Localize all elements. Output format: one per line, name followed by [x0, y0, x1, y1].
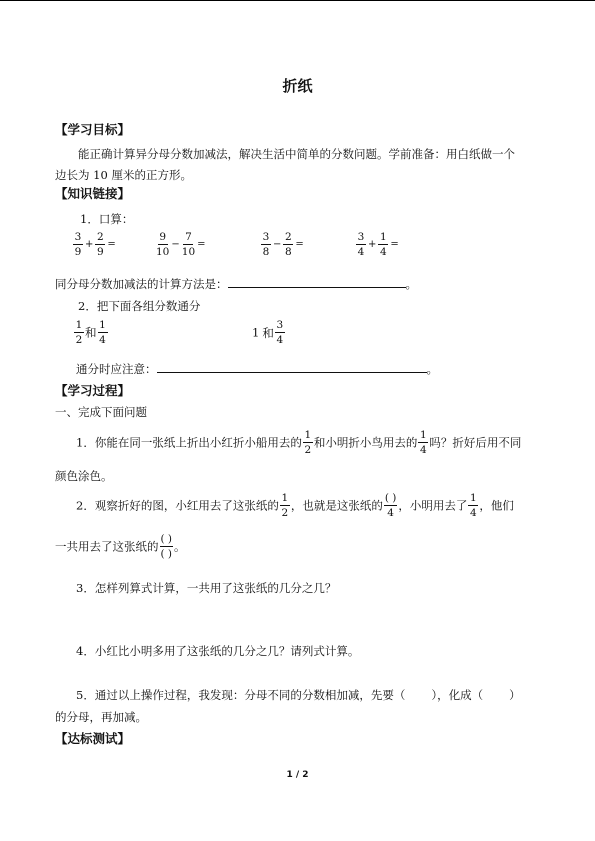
- fraction-group-2: 1 和 $\frac{3}{4}$: [252, 319, 284, 346]
- fraction: $\frac{1}{4}$: [99, 319, 106, 346]
- question-2: 2．观察折好的图，小红用去了这张纸的 $\frac{1}{2}$ ，也就是这张纸的 $\frac{( )}{4}$ ，小明用去了 $\frac{1}{4}$ ，他们: [76, 492, 514, 519]
- section-knowledge: 【知识链接】: [55, 186, 131, 201]
- goals-text-line1: 能正确计算异分母分数加减法，解决生活中简单的分数问题。学前准备：用白纸做一个: [78, 147, 515, 161]
- question-1: 1．你能在同一张纸上折出小红折小船用去的 $\frac{1}{2}$ 和小明折小鸟用去的 $\frac{1}{4}$ 吗？折好后用不同: [76, 429, 522, 456]
- question-2-line2: 一共用去了这张纸的 $\frac{( )}{( )}$ 。: [55, 533, 186, 560]
- same-denominator-method: 同分母分数加减法的计算方法是： 。: [55, 277, 417, 291]
- page-title: 折纸: [282, 77, 313, 95]
- goals-text-line2: 边长为 10 厘米的正方形。: [55, 168, 192, 182]
- question-5-line2: 的分母，再加减。: [55, 710, 147, 724]
- fraction: $\frac{1}{2}$: [281, 492, 289, 519]
- question-1-line2: 颜色涂色。: [55, 469, 113, 483]
- question-5: 5．通过以上操作过程，我发现：分母不同的分数相加减，先要（ ），化成（ ）: [76, 688, 521, 702]
- fraction-group-1: $\frac{1}{2}$ 和 $\frac{1}{4}$: [75, 319, 106, 346]
- answer-blank[interactable]: [157, 372, 427, 373]
- fraction: $\frac{2}{9}$: [97, 231, 104, 258]
- fraction: $\frac{1}{4}$: [419, 429, 427, 456]
- section-goals: 【学习目标】: [55, 122, 131, 137]
- fraction: $\frac{1}{2}$: [75, 319, 83, 346]
- fraction: $\frac{3}{9}$: [74, 231, 82, 258]
- fraction: $\frac{2}{8}$: [285, 231, 292, 258]
- expression-2: $\frac{9}{10}$ − $\frac{7}{10}$ =: [156, 231, 206, 258]
- part-one-heading: 一、完成下面问题: [55, 405, 147, 419]
- question-4: 4．小红比小明多用了这张纸的几分之几？请列式计算。: [76, 644, 360, 658]
- fraction: $\frac{1}{4}$: [380, 231, 387, 258]
- common-denominator-note: 通分时应注意： 。: [76, 362, 438, 376]
- section-process: 【学习过程】: [55, 383, 131, 398]
- fraction: $\frac{1}{4}$: [470, 492, 477, 519]
- expression-3: $\frac{3}{8}$ − $\frac{2}{8}$ =: [262, 231, 304, 258]
- fraction: $\frac{3}{4}$: [357, 231, 365, 258]
- fraction-blank: $\frac{( )}{( )}$: [160, 533, 173, 560]
- fraction-blank: $\frac{( )}{4}$: [384, 492, 397, 519]
- fraction: $\frac{7}{10}$: [181, 231, 196, 258]
- knowledge-item-1-label: 1．口算：: [80, 212, 134, 226]
- expression-4: $\frac{3}{4}$ + $\frac{1}{4}$ =: [357, 231, 399, 258]
- section-test: 【达标测试】: [55, 731, 131, 746]
- fraction: $\frac{1}{2}$: [304, 429, 312, 456]
- question-3: 3．怎样列算式计算，一共用了这张纸的几分之几？: [76, 581, 337, 595]
- expression-1: $\frac{3}{9}$ + $\frac{2}{9}$ =: [74, 231, 116, 258]
- fraction: $\frac{3}{4}$: [276, 319, 284, 346]
- fraction: $\frac{3}{8}$: [262, 231, 270, 258]
- knowledge-item-2-label: 2．把下面各组分数通分: [78, 299, 201, 313]
- fraction: $\frac{9}{10}$: [156, 231, 170, 258]
- top-border: [0, 0, 595, 1]
- answer-blank[interactable]: [228, 287, 406, 288]
- page-number: 1 / 2: [286, 770, 309, 780]
